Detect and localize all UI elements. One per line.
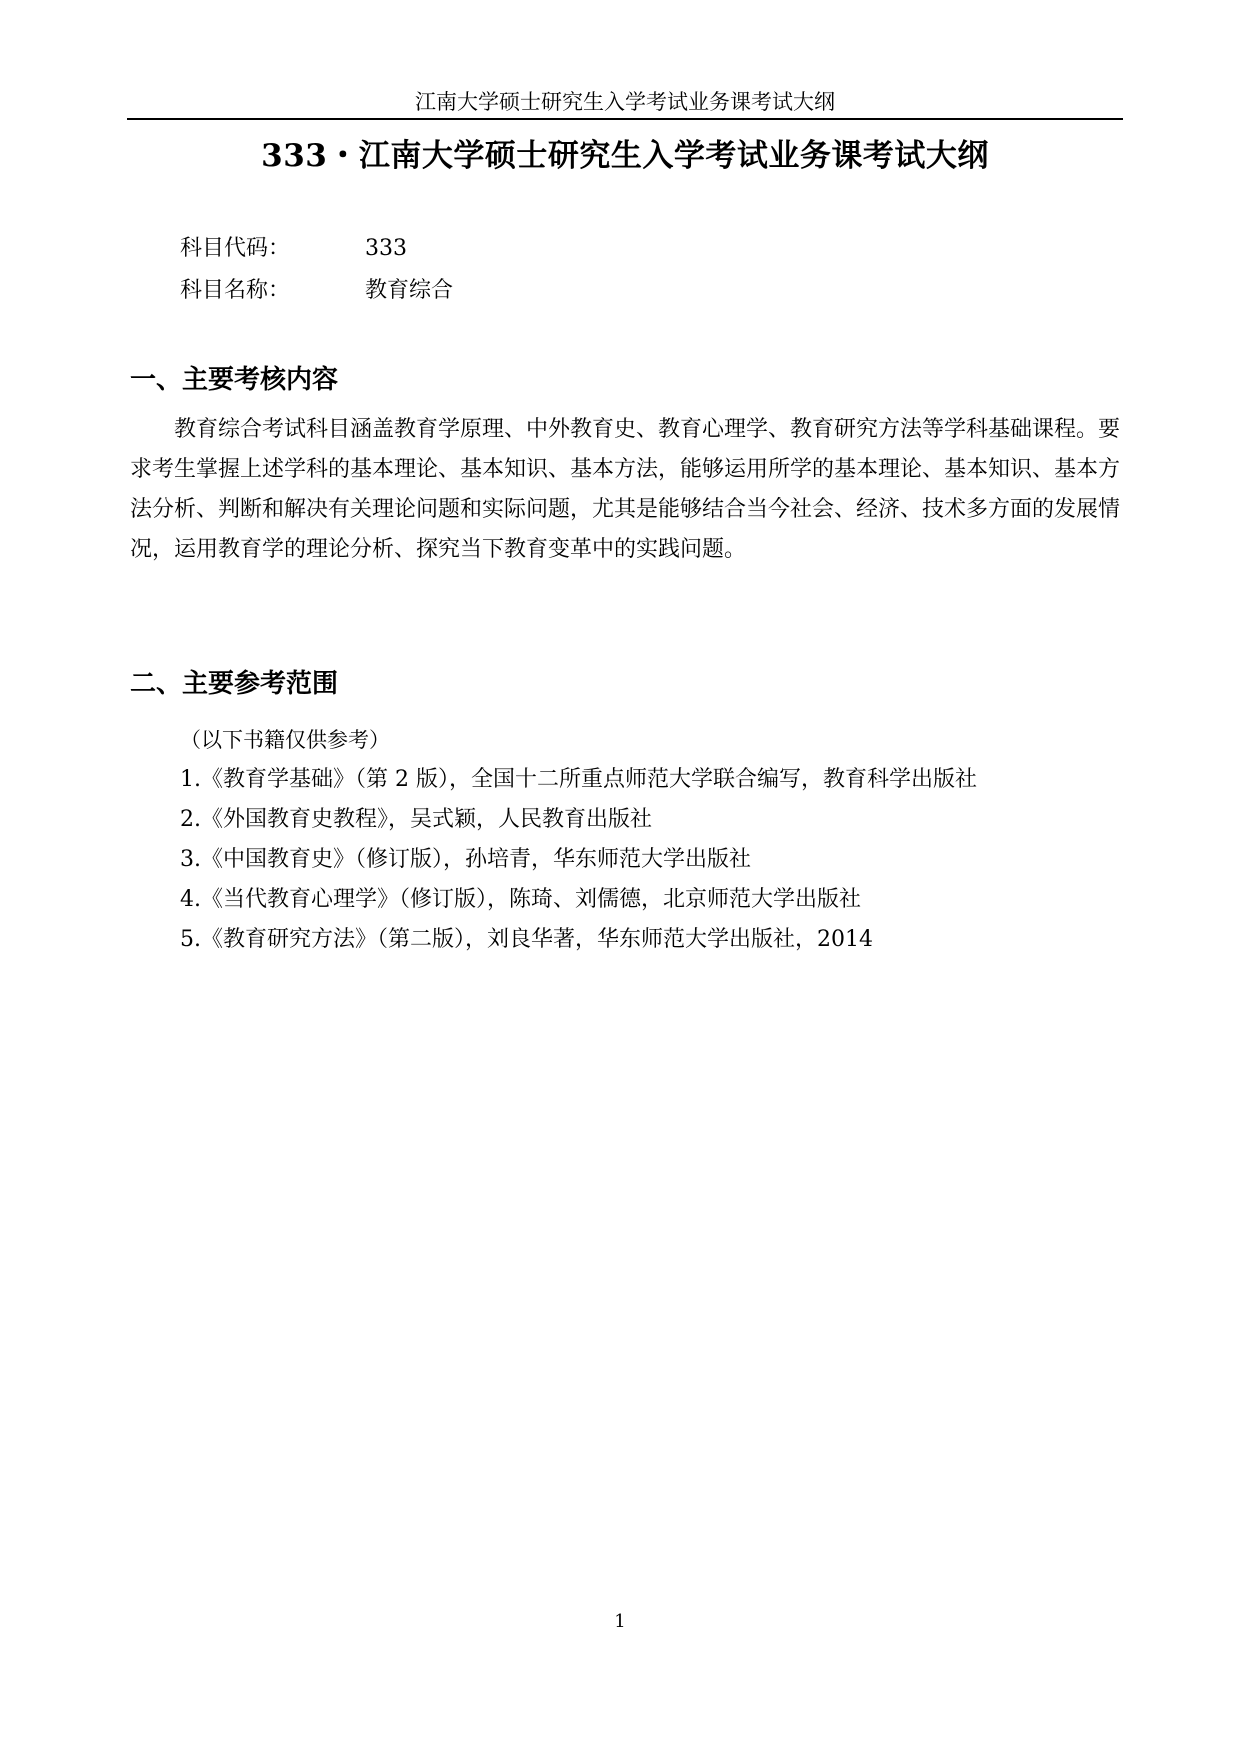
subject-name-value: 教育综合 <box>365 278 454 303</box>
assessment-paragraph: 教育综合考试科目涵盖教育学原理、中外教育史、教育心理学、教育研究方法等学科基础课程。要求考生掌握上述学科的基本理论、基本知识、基本方法，能够运用所学的基本理论、基本知识、基本方法分析、判断和解决有关理论问题和实际问题，尤其是能够结合当今社会、经济、技术多方面的发展情况，运用教育学的理论分析、探究当下教育变革中的实践问题。 <box>130 417 1121 562</box>
section-heading-assessment: 一、主要考核内容 <box>130 365 339 395</box>
reference-note: （以下书籍仅供参考） <box>180 728 390 752</box>
reference-item: 3.《中国教育史》（修订版），孙培青，华东师范大学出版社 <box>180 847 751 872</box>
running-header: 江南大学硕士研究生入学考试业务课考试大纲 <box>415 90 835 114</box>
reference-item: 5.《教育研究方法》（第二版），刘良华著，华东师范大学出版社，2014 <box>180 927 873 952</box>
subject-name-label: 科目名称： <box>180 278 291 303</box>
subject-code-row <box>180 228 453 270</box>
reference-item: 4.《当代教育心理学》（修订版），陈琦、刘儒德，北京师范大学出版社 <box>180 887 861 912</box>
reference-item: 1.《教育学基础》（第 2 版），全国十二所重点师范大学联合编写，教育科学出版社 <box>180 767 977 792</box>
header-rule <box>127 118 1123 120</box>
page-number: 1 <box>614 1611 626 1632</box>
subject-code-value: 333 <box>365 236 407 261</box>
reference-item: 2.《外国教育史教程》，吴式颖，人民教育出版社 <box>180 807 652 832</box>
reference-list <box>180 760 1120 960</box>
subject-name-row <box>180 270 453 312</box>
subject-info <box>180 228 453 312</box>
section-heading-references: 二、主要参考范围 <box>130 669 339 699</box>
subject-code-label: 科目代码： <box>180 236 291 261</box>
document-title: 333・江南大学硕士研究生入学考试业务课考试大纲 <box>261 138 989 174</box>
